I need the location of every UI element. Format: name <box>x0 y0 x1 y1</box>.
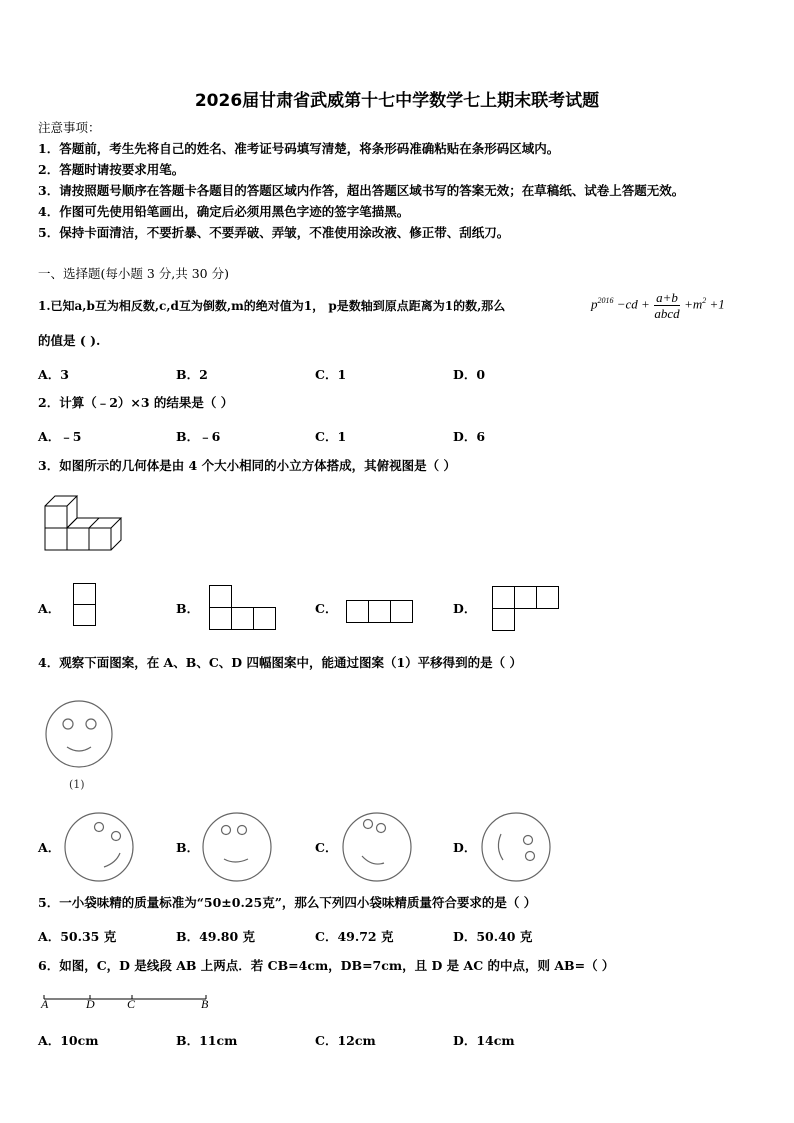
q1-option-b[interactable]: B．2 <box>176 367 208 382</box>
q1-formula-exp: 2016 <box>597 296 614 306</box>
q3-option-c[interactable]: C． <box>315 601 338 616</box>
q1-formula-tail-exp: 2 <box>702 296 707 306</box>
q4-option-c-face[interactable] <box>342 812 414 884</box>
q5-option-d[interactable]: D．50.40 克 <box>453 929 533 944</box>
notice-item-1: 1．答题前，考生先将自己的姓名、准考证号码填写清楚，将条形码准确粘贴在条形码区域内。 <box>38 141 560 156</box>
q4-text: 4．观察下面图案，在 A、B、C、D 四幅图案中，能通过图案（1）平移得到的是（ ） <box>38 655 523 670</box>
q4-option-b[interactable]: B． <box>176 840 200 855</box>
q4-reference-face <box>45 700 115 770</box>
q1-fraction-num: a+b <box>656 290 678 305</box>
q3-option-b[interactable]: B． <box>176 601 200 616</box>
q1-formula-p: p <box>591 296 598 312</box>
q1-text: 1.已知a,b互为相反数,c,d互为倒数,m的绝对值为1， p是数轴到原点距离为1的数,那么 <box>38 299 506 313</box>
notice-heading: 注意事项： <box>38 120 101 135</box>
q5-option-c[interactable]: C．49.72 克 <box>315 929 394 944</box>
q2-option-d[interactable]: D．6 <box>453 429 486 444</box>
q6-text: 6．如图，C，D 是线段 AB 上两点．若 CB=4cm，DB=7cm，且 D 是 AC 的中点，则 AB=（ ） <box>38 958 615 973</box>
q6-option-b[interactable]: B．11cm <box>176 1033 238 1048</box>
q2-option-c[interactable]: C．1 <box>315 429 347 444</box>
q3-solid-figure <box>44 494 124 552</box>
q5-option-b[interactable]: B．49.80 克 <box>176 929 256 944</box>
q5-option-a[interactable]: A．50.35 克 <box>38 929 117 944</box>
q1-option-a[interactable]: A．3 <box>38 367 69 382</box>
q3-option-b-figure[interactable] <box>209 585 277 631</box>
q2-text: 2．计算（﹣2）×3 的结果是（ ） <box>38 395 234 410</box>
section-heading: 一、选择题(每小题 3 分,共 30 分) <box>38 266 229 281</box>
q6-option-d[interactable]: D．14cm <box>453 1033 515 1048</box>
q4-option-a-face[interactable] <box>64 812 136 884</box>
q6-label-a: A <box>41 997 49 1011</box>
q3-option-c-figure[interactable] <box>346 600 414 624</box>
exam-title: 2026届甘肃省武威第十七中学数学七上期末联考试题 <box>194 91 600 111</box>
q1-fraction-den: abcd <box>654 306 680 321</box>
q6-option-a[interactable]: A．10cm <box>38 1033 99 1048</box>
q3-text: 3．如图所示的几何体是由 4 个大小相同的小立方体搭成，其俯视图是（ ） <box>38 458 456 473</box>
q4-option-b-face[interactable] <box>202 812 274 884</box>
q5-text: 5．一小袋味精的质量标准为“50±0.25克”，那么下列四小袋味精质量符合要求的是（ ） <box>38 895 537 910</box>
q6-label-b: B <box>201 997 209 1011</box>
q3-option-d[interactable]: D． <box>453 601 477 616</box>
q2-option-a[interactable]: A．﹣5 <box>38 429 82 444</box>
q1-formula-cd: −cd + <box>616 296 650 312</box>
q1-formula-end: +1 <box>706 296 725 312</box>
q1-formula <box>591 290 725 321</box>
notice-item-4: 4．作图可先使用铅笔画出，确定后必须用黑色字迹的签字笔描黑。 <box>38 204 410 219</box>
q3-option-a-figure[interactable] <box>73 583 97 627</box>
q1-option-c[interactable]: C．1 <box>315 367 347 382</box>
q3-option-d-figure[interactable] <box>492 586 560 632</box>
q6-option-c[interactable]: C．12cm <box>315 1033 376 1048</box>
q4-option-d[interactable]: D． <box>453 840 477 855</box>
q1-tail: 的值是 ( ). <box>38 333 101 348</box>
q4-option-d-face[interactable] <box>481 812 553 884</box>
q6-segment-figure <box>38 994 218 1016</box>
q4-option-c[interactable]: C． <box>315 840 338 855</box>
notice-item-5: 5．保持卡面清洁，不要折暴、不要弄破、弄皱，不准使用涂改液、修正带、刮纸刀。 <box>38 225 510 240</box>
q6-label-c: C <box>127 997 136 1011</box>
q3-option-a[interactable]: A． <box>38 601 61 616</box>
q1-fraction <box>654 290 680 321</box>
q6-label-d: D <box>86 997 95 1011</box>
q1-formula-tail: +m <box>684 296 703 312</box>
q4-option-a[interactable]: A． <box>38 840 61 855</box>
q1-option-d[interactable]: D．0 <box>453 367 486 382</box>
notice-item-2: 2．答题时请按要求用笔。 <box>38 162 185 177</box>
q2-option-b[interactable]: B．﹣6 <box>176 429 221 444</box>
q4-figure-label: (1) <box>69 778 85 791</box>
notice-item-3: 3．请按照题号顺序在答题卡各题目的答题区域内作答，超出答题区域书写的答案无效；在草稿纸、试卷上答题无效。 <box>38 183 685 198</box>
